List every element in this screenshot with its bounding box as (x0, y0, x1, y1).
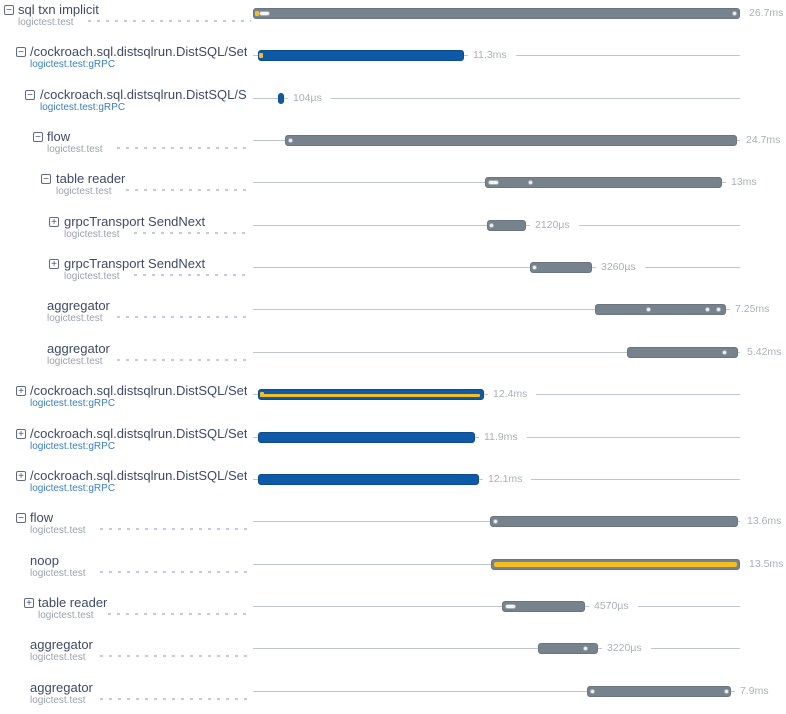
span-row (0, 341, 786, 383)
span-bar[interactable] (530, 262, 592, 273)
span-title[interactable]: grpcTransport SendNext (64, 256, 206, 272)
collapse-icon[interactable]: − (16, 47, 26, 57)
span-row (0, 87, 786, 129)
collapse-icon[interactable]: − (41, 174, 51, 184)
span-title[interactable]: sql txn implicit (18, 2, 99, 17)
span-subtitle: logictest.test (64, 228, 120, 240)
leader-dots (117, 316, 251, 318)
span-subtitle: logictest.test:gRPC (30, 440, 116, 452)
span-bar[interactable] (490, 516, 738, 527)
span-title[interactable]: aggregator (47, 298, 110, 314)
duration-label: 7.9ms (735, 686, 778, 697)
log-marker-dot[interactable] (732, 11, 737, 16)
duration-label: 7.25ms (730, 304, 778, 315)
log-marker-pill[interactable] (505, 604, 516, 609)
span-subtitle: logictest.test (47, 144, 103, 156)
leader-dots (100, 571, 251, 573)
span-row (0, 637, 786, 679)
span-title[interactable]: flow (30, 510, 54, 526)
span-subtitle: logictest.test (56, 186, 112, 198)
duration-label: 13.6ms (742, 516, 786, 527)
timeline-line (253, 648, 740, 649)
duration-label: 13.5ms (744, 559, 786, 570)
yellow-marker[interactable] (259, 53, 263, 58)
log-marker-pill[interactable] (259, 11, 270, 16)
span-bar[interactable] (258, 474, 479, 485)
leader-dots (126, 189, 251, 191)
span-title[interactable]: aggregator (30, 637, 93, 653)
span-row (0, 129, 786, 171)
span-bar[interactable] (253, 8, 740, 19)
span-bar[interactable] (538, 643, 598, 654)
span-subtitle: logictest.test (38, 609, 94, 621)
span-row (0, 256, 786, 298)
span-bar[interactable] (491, 559, 740, 570)
duration-label: 11.3ms (468, 50, 516, 61)
leader-dots (100, 528, 251, 530)
duration-label: 26.7ms (744, 8, 786, 19)
leader-dots (134, 232, 251, 234)
collapse-icon[interactable]: − (4, 5, 14, 15)
log-marker-dot[interactable] (724, 689, 729, 694)
span-row (0, 171, 786, 213)
leader-dots (134, 274, 251, 276)
duration-label: 2120µs (530, 220, 579, 231)
span-subtitle: logictest.test:gRPC (40, 101, 126, 113)
span-title[interactable]: grpcTransport SendNext (64, 213, 206, 229)
log-marker-pill[interactable] (488, 180, 499, 185)
log-marker-dot[interactable] (590, 689, 595, 694)
duration-label: 24.7ms (741, 135, 786, 146)
span-title[interactable]: aggregator (30, 679, 93, 695)
span-row (0, 383, 786, 425)
span-subtitle: logictest.test (18, 17, 74, 28)
expand-icon[interactable]: + (49, 259, 59, 269)
yellow-marker[interactable] (260, 392, 264, 397)
span-title[interactable]: noop (30, 552, 59, 568)
span-title[interactable]: flow (47, 129, 71, 145)
span-bar[interactable] (278, 93, 284, 104)
duration-label: 3220µs (602, 643, 651, 654)
span-subtitle: logictest.test (64, 271, 120, 283)
span-title[interactable]: /cockroach.sql.distsqlrun.DistSQL/Set (30, 467, 248, 483)
leader-dots (117, 359, 251, 361)
span-row (0, 298, 786, 340)
leader-dots (117, 147, 251, 149)
span-bar[interactable] (258, 50, 464, 61)
expand-icon[interactable]: + (16, 471, 26, 481)
span-subtitle: logictest.test (47, 313, 103, 325)
log-marker-dot[interactable] (489, 223, 494, 228)
span-bar[interactable] (285, 135, 737, 146)
span-subtitle: logictest.test:gRPC (30, 482, 116, 494)
span-row (0, 595, 786, 637)
span-row (0, 510, 786, 552)
span-row (0, 680, 786, 714)
span-row (0, 553, 786, 595)
collapse-icon[interactable]: − (33, 132, 43, 142)
duration-label: 104µs (288, 93, 331, 104)
span-bar[interactable] (258, 389, 484, 400)
span-title[interactable]: /cockroach.sql.distsqlrun.DistSQL/Set (30, 44, 248, 60)
expand-icon[interactable]: + (16, 386, 26, 396)
span-title[interactable]: table reader (56, 171, 126, 187)
expand-icon[interactable]: + (24, 598, 34, 608)
span-row (0, 468, 786, 510)
span-row (0, 2, 786, 44)
duration-label: 12.4ms (488, 389, 536, 400)
leader-dots (100, 655, 251, 657)
span-subtitle: logictest.test (30, 525, 86, 537)
collapse-icon[interactable]: − (25, 90, 35, 100)
span-row (0, 426, 786, 468)
expand-icon[interactable]: + (16, 429, 26, 439)
span-title[interactable]: table reader (38, 594, 108, 610)
duration-label: 5.42ms (742, 347, 786, 358)
span-bar[interactable] (587, 686, 731, 697)
span-title[interactable]: /cockroach.sql.distsqlrun.DistSQL/S (40, 86, 247, 102)
span-title[interactable]: /cockroach.sql.distsqlrun.DistSQL/Set (30, 425, 248, 441)
duration-label: 4570µs (589, 601, 638, 612)
duration-label: 3260µs (596, 262, 645, 273)
span-title[interactable]: aggregator (47, 340, 110, 356)
yellow-stripe (262, 394, 480, 397)
span-subtitle: logictest.test (47, 355, 103, 367)
span-bar[interactable] (485, 177, 722, 188)
timeline-line (253, 267, 740, 268)
log-marker-dot[interactable] (722, 350, 727, 355)
leader-dots (88, 20, 251, 22)
duration-label: 11.9ms (479, 432, 527, 443)
span-row (0, 214, 786, 256)
yellow-fill (494, 562, 737, 567)
span-subtitle: logictest.test (30, 652, 86, 664)
leader-dots (100, 698, 251, 700)
timeline-line (253, 606, 740, 607)
leader-dots (108, 613, 251, 615)
expand-icon[interactable]: + (49, 217, 59, 227)
collapse-icon[interactable]: − (16, 513, 26, 523)
span-subtitle: logictest.test (30, 694, 86, 706)
span-subtitle: logictest.test (30, 567, 86, 579)
span-subtitle: logictest.test:gRPC (30, 398, 116, 410)
span-bar[interactable] (258, 432, 475, 443)
duration-label: 12.1ms (483, 474, 531, 485)
span-row (0, 44, 786, 86)
span-title[interactable]: /cockroach.sql.distsqlrun.DistSQL/Set (30, 383, 248, 399)
duration-label: 13ms (726, 177, 766, 188)
span-subtitle: logictest.test:gRPC (30, 59, 116, 71)
